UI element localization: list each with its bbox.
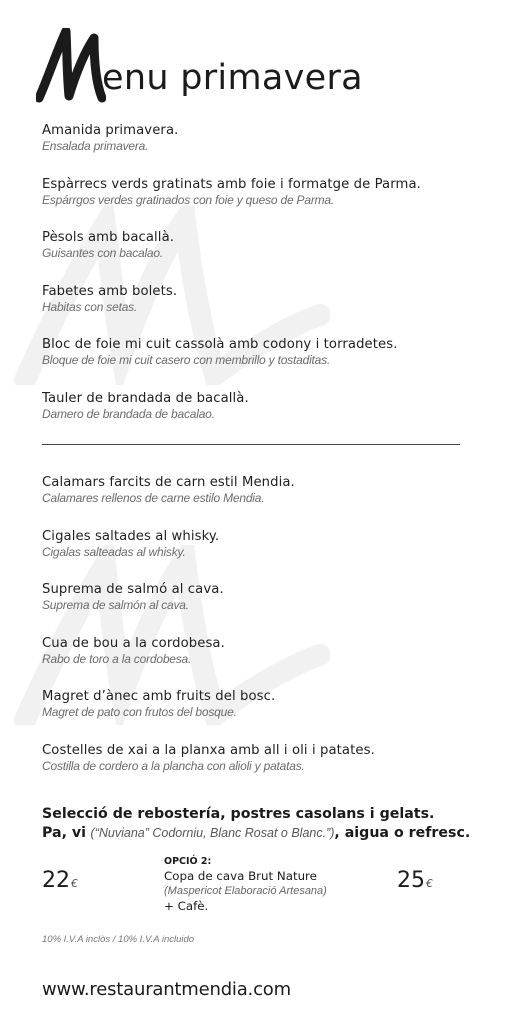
dish-name-spanish: Bloque de foie mi cuit casero con membrillo y tostaditas. [42,353,331,367]
dish-name-spanish: Guisantes con bacalao. [42,246,164,260]
dish-item [42,176,482,230]
dish-item [42,581,482,635]
brush-m-logo [36,28,106,103]
section-divider [42,444,460,445]
dish-item [42,688,482,742]
menu-section-mains [42,474,482,795]
desserts-text: Selecció de rebostería, postres casolans i gelats. [42,806,435,822]
dish-name-catalan: Pèsols amb bacallà. [42,230,175,245]
dish-name-catalan: Fabetes amb bolets. [42,283,178,299]
dish-item [42,635,482,689]
dish-name-catalan: Suprema de salmó al cava. [42,582,224,597]
dish-name-spanish: Habitas con setas. [42,299,138,314]
dish-name-catalan: Tauler de brandada de bacallà. [42,390,249,406]
price-option-1 [42,868,78,893]
dish-name-spanish: Calamares rellenos de carne estilo Mendia. [42,491,265,505]
price-value: 22 [42,868,70,893]
menu-section-starters [42,122,482,443]
dish-name-catalan: Espàrrecs verds gratinats amb foie i formatge de Parma. [42,176,421,192]
dish-name-spanish: Cigalas salteadas al whisky. [42,544,186,559]
option-detail: (Maspericot Elaboració Artesana) [164,885,327,897]
drinks-text [42,825,470,841]
dish-name-spanish: Damero de brandada de bacalao. [42,406,215,421]
dish-name-catalan: Cigales saltades al whisky. [42,528,220,544]
dish-item [42,122,482,176]
dish-item [42,742,482,796]
option-line: Copa de cava Brut Nature [164,869,317,883]
dish-name-catalan: Bloc de foie mi cuit cassolà amb codony i torradetes. [42,337,398,352]
dish-name-spanish: Magret de pato con frutos del bosque. [42,705,237,719]
drinks-bold: Pa, vi [42,825,87,841]
drinks-rest: , aigua o refresc. [334,825,471,841]
dish-name-spanish: Ensalada primavera. [42,139,149,153]
currency-symbol: € [71,877,78,890]
vat-note: 10% I.V.A inclòs / 10% I.V.A incluido [42,934,195,945]
dish-name-catalan: Magret d’ànec amb fruits del bosc. [42,689,276,704]
dish-item [42,528,482,582]
page-title [36,28,496,103]
dish-item [42,283,482,337]
option-2-block [164,855,384,914]
website-link[interactable]: www.restaurantmendia.com [42,979,291,1000]
dish-item [42,336,482,390]
currency-symbol: € [426,877,433,890]
dish-name-spanish: Costilla de cordero a la plancha con alioli y patatas. [42,758,305,773]
dish-item [42,474,482,528]
price-option-2 [397,868,433,893]
drinks-wine: (“Nuviana” Codorniu, Blanc Rosat o Blanc.”) [90,826,335,840]
dish-name-catalan: Costelles de xai a la planxa amb all i oli i patates. [42,742,375,758]
dish-name-spanish: Suprema de salmón al cava. [42,598,189,612]
price-value: 25 [397,868,425,893]
dish-name-catalan: Cua de bou a la cordobesa. [42,635,225,651]
dish-name-catalan: Amanida primavera. [42,123,179,138]
dish-name-spanish: Espárrgos verdes gratinados con foie y queso de Parma. [42,192,335,207]
dish-item [42,390,482,444]
dish-item [42,229,482,283]
option-line: + Cafè. [164,899,209,913]
dish-name-catalan: Calamars farcits de carn estil Mendia. [42,475,295,490]
dish-name-spanish: Rabo de toro a la cordobesa. [42,651,192,666]
title-text: enu primavera [102,58,363,98]
option-label: OPCIÓ 2: [164,856,212,867]
